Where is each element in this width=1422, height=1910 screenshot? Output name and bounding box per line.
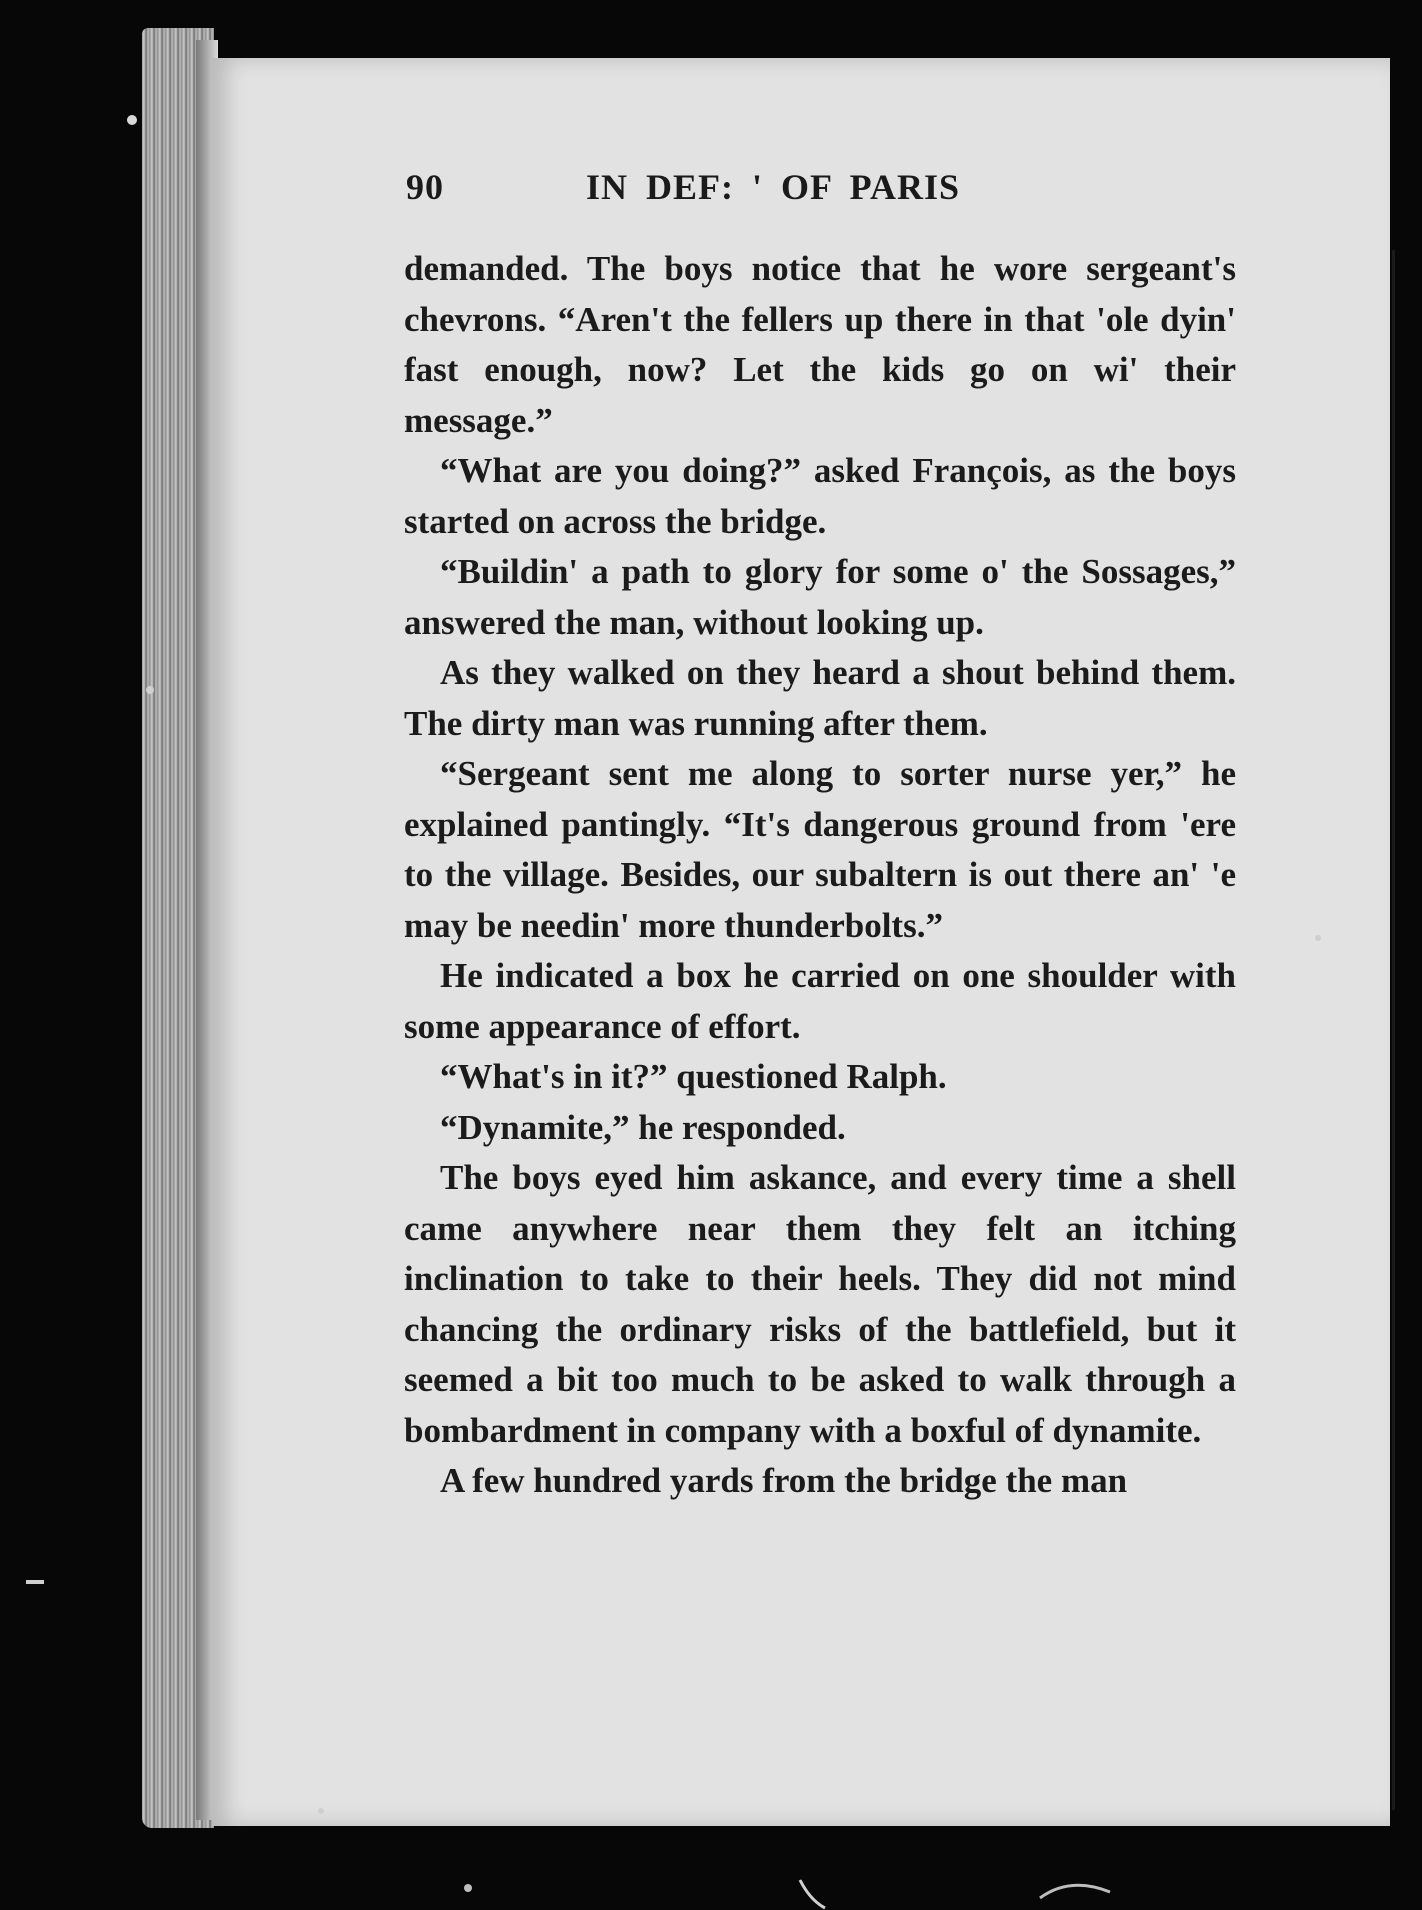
paragraph: “What's in it?” questioned Ralph. [440, 1057, 947, 1096]
paragraph: “Buildin' a path to glory for some o' the Sossages,” answered the man, without looking up. [404, 552, 1236, 642]
paragraph: As they walked on they heard a shout behind them. The dirty man was running after them. [404, 653, 1236, 743]
paragraph: The boys eyed him askance, and every time a shell came anywhere near them they felt an itching inclination to take to their heels. They did not mind chancing the ordinary risks of the battlefield, but it seemed a bit too much to be asked to walk through a bombardment in company with a boxful of dynamite. [404, 1158, 1236, 1450]
body-text [404, 244, 1236, 1507]
page-number: 90 [406, 167, 444, 207]
paragraph: He indicated a box he carried on one shoulder with some appearance of effort. [404, 956, 1236, 1046]
paragraph: “What are you doing?” asked François, as the boys started on across the bridge. [404, 451, 1236, 541]
paragraph: A few hundred yards from the bridge the man [440, 1461, 1128, 1500]
paragraph: “Sergeant sent me along to sorter nurse yer,” he explained pantingly. “It's dangerous ground from 'ere to the village. Besides, our subaltern is out there an' 'e may be needin' more thunderbolts.” [404, 754, 1236, 945]
scan-speck [318, 1808, 324, 1814]
paragraph: “Dynamite,” he responded. [440, 1107, 846, 1147]
facing-page-edge [1392, 250, 1395, 1810]
page-header [406, 166, 1236, 216]
paragraph: demanded. The boys notice that he wore sergeant's chevrons. “Aren't the fellers up there in that 'ole dyin' fast enough, now? Let the kids go on wi' their message.” [404, 249, 1236, 440]
running-head: IN DEF: ' OF PARIS [586, 167, 960, 207]
